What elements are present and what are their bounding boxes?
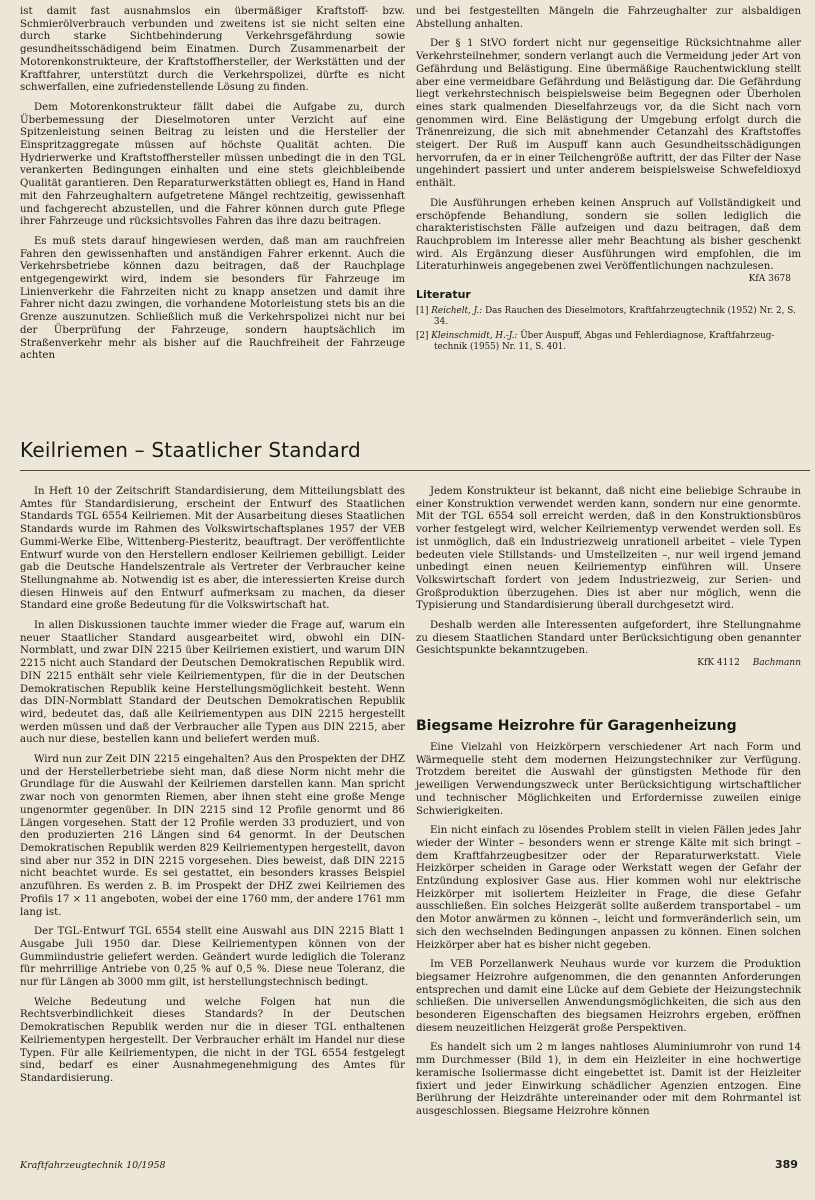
article-signature <box>416 274 801 284</box>
paragraph: Welche Bedeutung und welche Folgen hat nun die Rechtsverbindlichkeit dieses Standards? In der Deutschen Demokratischen Republik werden nur die in dieser TGL enthaltenen Keilriementypen hergestellt. Der Verbraucher erhält im Handel nur diese Typen. Für alle Keilriementypen, die nicht in der TGL 6554 festgelegt sind, bedarf es einer Ausnahmegenehmigung des Amtes für Standardisierung. <box>20 996 405 1084</box>
paragraph: Jedem Konstrukteur ist bekannt, daß nicht eine beliebige Schraube in einer Konstruktion verwendet werden kann, sondern nur eine genormte. Mit der TGL 6554 soll erreicht werden, daß in den Konstruktionsbüros vorher festgelegt wird, welcher Keilriementyp verwendet werden soll. Es ist unmöglich, daß ein Industriezweig unrationell arbeitet – viele Typen bedeuten viele Stillstands- und Umstellzeiten –, nur weil irgend jemand unbedingt einen neuen Keilriementyp einführen will. Unsere Volkswirtschaft fordert von jedem Industriezweig, zur Serien- und Großproduktion überzugehen. Dies ist aber nur möglich, wenn die Typisierung und Standardisierung überall durchgesetzt wird. <box>416 486 801 612</box>
keilriemen-right-column <box>416 486 801 668</box>
article-signature <box>416 658 801 668</box>
signature-code: KfK 4112 <box>697 658 740 669</box>
paragraph: Es muß stets darauf hingewiesen werden, daß man am rauchfreien Fahren den gewissenhaften und anständigen Fahrer erkennt. Auch die Verkehrsbetriebe können dazu beitragen, daß der Rauchplage entgegengewirkt wird, indem sie besonders für Fahrzeuge im Linienverkehr die Fahrzeiten nicht zu knapp ansetzen und damit ihre Fahrer nicht dazu zwingen, die vorhandene Motorleistung stets bis an die Grenze auszunutzen. Schließlich muß die Verkehrspolizei nicht nur bei der Überprüfung der Fahrzeuge, sondern hauptsächlich im Straßenverkehr mehr als bisher auf die Rauchfreiheit der Fahrzeuge achten <box>20 235 405 362</box>
paragraph: Es handelt sich um 2 m langes nahtloses Aluminiumrohr von rund 14 mm Durchmesser (Bild 1), in dem ein Heizleiter in eine hochwertige keramische Isoliermasse dicht eingebettet ist. Damit ist der Heizleiter fixiert und jeder Einwirkung schädlicher Agenzien entzogen. Eine Berührung der Heizdrähte untereinander oder mit dem Rohrmantel ist ausgeschlossen. Biegsame Heizrohre können <box>416 1042 801 1117</box>
paragraph: In Heft 10 der Zeitschrift Standardisierung, dem Mitteilungsblatt des Amtes für Standardisierung, erscheint der Entwurf des Staatlichen Standards TGL 6554 Keilriemen. Mit der Ausarbeitung dieses Staatlichen Standards wurde im Rahmen des Volkswirtschaftsplanes 1957 der VEB Gummi-Werke Elbe, Wittenberg-Piesteritz, beauftragt. Der veröffentlichte Entwurf wurde von den Herstellern endloser Keilriemen gebilligt. Leider gab die Deutsche Handelszentrale als Vertreter der Verbraucher keine Stellungnahme ab. Notwendig ist es aber, die interessierten Kreise durch diesen Hinweis auf den Entwurf aufmerksam zu machen, da dieser Standard eine große Bedeutung für die Volkswirtschaft hat. <box>20 486 405 612</box>
paragraph: Eine Vielzahl von Heizkörpern verschiedener Art nach Form und Wärmequelle steht dem modernen Heizungstechniker zur Verfügung. Trotzdem bereitet die Auswahl der günstigsten Methode für den jeweiligen Verwendungszweck unter Berücksichtigung wirtschaftlicher und technischer Möglichkeiten und Erfordernisse zuweilen einige Schwierigkeiten. <box>416 742 801 817</box>
reference-text: Über Auspuff, Abgas und Fehlerdiagnose, Kraftfahrzeugtechnik (1955) Nr. 11, S. 401. <box>434 331 775 353</box>
reference-text: Das Rauchen des Dieselmotors, Kraftfahrzeugtechnik (1952) Nr. 2, S. 34. <box>434 306 796 328</box>
continued-article-right-column <box>416 6 801 356</box>
paragraph: Dem Motorenkonstrukteur fällt dabei die Aufgabe zu, durch Überbemessung der Dieselmotoren unter Verzicht auf eine Spitzenleistung seinen Beitrag zu leisten und die Hersteller der Einspritzaggregate müssen auf höchste Qualität achten. Die Hydrierwerke und Kraftstoffhersteller müssen unbedingt die in den TGL verankerten Bedingungen einhalten und eine stets gleichbleibende Qualität garantieren. Den Reparaturwerkstätten obliegt es, Hand in Hand mit den Fahrzeughaltern aufgetretene Mängel rechtzeitig, gewissenhaft und fachgerecht abzustellen, und die Fahrer können durch gute Pflege ihrer Fahrzeuge und rücksichtsvolles Fahren das ihre dazu beitragen. <box>20 101 405 228</box>
article-title: Keilriemen – Staatlicher Standard <box>20 438 361 462</box>
paragraph: In allen Diskussionen tauchte immer wieder die Frage auf, warum ein neuer Staatlicher Standard ausgearbeitet wird, obwohl ein DIN-Normblatt, und zwar DIN 2215 über Keilriemen existiert, und warum DIN 2215 nicht auch Standard der Deutschen Demokratischen Republik wird. DIN 2215 enthält sehr viele Keilriementypen, für die in der Deutschen Demokratischen Republik keine Herstellungsmöglichkeit besteht. Wenn das DIN-Normblatt Standard der Deutschen Demokratischen Republik wird, bedeutet das, daß alle Keilriementypen aus DIN 2215 hergestellt werden müssen und daß der Verbraucher alle Typen aus DIN 2215, aber auch nur diese, bestellen kann und beliefert werden muß. <box>20 620 405 746</box>
paragraph: Der TGL-Entwurf TGL 6554 stellt eine Auswahl aus DIN 2215 Blatt 1 Ausgabe Juli 1950 dar. Diese Keilriementypen können von der Gummiindustrie geliefert werden. Geändert wurde lediglich die Toleranz für mehrrillige Antriebe von 0,25 % auf 0,5 %. Diese neue Toleranz, die nur für Längen ab 3000 mm gilt, ist herstellungstechnisch bedingt. <box>20 926 405 989</box>
title-divider <box>20 470 810 471</box>
reference-author: Kleinschmidt, H.-J.: <box>431 331 518 342</box>
reference-number: [1] <box>416 306 429 317</box>
reference-item <box>416 306 801 328</box>
reference-number: [2] <box>416 331 429 342</box>
reference-item <box>416 331 801 353</box>
paragraph: Die Ausführungen erheben keinen Anspruch auf Vollständigkeit und erschöpfende Behandlung, sondern sie sollen lediglich die charakteristischsten Fälle aufzeigen und dazu beitragen, daß dem Rauchproblem im Interesse aller mehr Beachtung als bisher geschenkt wird. Als Ergänzung dieser Ausführungen wird empfohlen, die im Literaturhinweis angegebenen zwei Veröffentlichungen nachzulesen. <box>416 197 801 273</box>
paragraph: Wird nun zur Zeit DIN 2215 eingehalten? Aus den Prospekten der DHZ und der Herstellerbetriebe sieht man, daß diese Norm nicht mehr die Grundlage für die Auswahl der Keilriemen darstellen kann. Man spricht zwar noch von genormten Riemen, aber ihnen steht eine große Menge ungenormter gegenüber. In DIN 2215 sind 12 Profile genormt und 86 Längen vorgesehen. Statt der 12 Profile werden 33 produziert, und von den produzierten 216 Längen sind 64 genormt. In der Deutschen Demokratischen Republik werden 829 Keilriementypen hergestellt, davon sind aber nur 352 in DIN 2215 vorgesehen. Dies beweist, daß DIN 2215 nicht beachtet wurde. Es sei gestattet, ein besonders krasses Beispiel anzuführen. Es werden z. B. im Prospekt der DHZ zwei Keilriemen des Profils 17 × 11 angeboten, wobei der eine 1760 mm, der andere 1761 mm lang ist. <box>20 754 405 918</box>
literature-heading: Literatur <box>416 288 471 302</box>
signature-code: KfA 3678 <box>748 274 791 285</box>
article-subtitle: Biegsame Heizrohre für Garagenheizung <box>416 718 737 734</box>
paragraph: ist damit fast ausnahmslos ein übermäßiger Kraftstoff- bzw. Schmierölverbrauch verbunden und zweitens ist sie nicht selten eine durch starke Sichtbehinderung Verkehrsgefährdung sowie gesundheitsschädigend beim Einatmen. Durch Zusammenarbeit der Motorenkonstrukteure, der Kraftstoffhersteller, der Werkstätten und der Kraftfahrer, unterstützt durch die Verkehrspolizei, dürfte es nicht schwerfallen, eine zufriedenstellende Lösung zu finden. <box>20 6 405 94</box>
paragraph: und bei festgestellten Mängeln die Fahrzeughalter zur alsbaldigen Abstellung anhalten. <box>416 6 801 30</box>
journal-footer: Kraftfahrzeugtechnik 10/1958 <box>20 1160 166 1171</box>
author-name: Bachmann <box>752 658 801 669</box>
reference-author: Reichelt, J.: <box>431 306 483 317</box>
paragraph: Ein nicht einfach zu lösendes Problem stellt in vielen Fällen jedes Jahr wieder der Winter – besonders wenn er strenge Kälte mit sich bringt – dem Kraftfahrzeugbesitzer oder der Reparaturwerkstatt. Viele Heizkörper scheiden in Garage oder Werkstatt wegen der Gefahr der Entzündung explosiver Gase aus. Hier kommen wohl nur elektrische Heizkörper mit isoliertem Heizleiter in Frage, die diese Gefahr ausschließen. Ein solches Heizgerät sollte außerdem transportabel – um den Motor anwärmen zu können –, leicht und formveränderlich sein, um sich den wechselnden Bedingungen anpassen zu können. Einen solchen Heizkörper aber hat es bisher nicht gegeben. <box>416 825 801 951</box>
page-number: 389 <box>775 1158 798 1171</box>
paragraph: Deshalb werden alle Interessenten aufgefordert, ihre Stellungnahme zu diesem Staatlichen Standard unter Berücksichtigung oben genannter Gesichtspunkte bekanntzugeben. <box>416 620 801 657</box>
continued-article-left-column <box>20 6 405 363</box>
paragraph: Im VEB Porzellanwerk Neuhaus wurde vor kurzem die Produktion biegsamer Heizrohre aufgenommen, die den genannten Anforderungen entsprechen und damit eine Lücke auf dem Gebiete der Heizungstechnik schließen. Die universellen Anwendungsmöglichkeiten, die sich aus den besonderen Eigenschaften des biegsamen Heizrohrs ergeben, eröffnen diesem neuzeitlichen Heizgerät große Perspektiven. <box>416 959 801 1034</box>
heizrohre-article <box>416 718 801 1119</box>
keilriemen-left-column <box>20 486 405 1086</box>
paragraph: Der § 1 StVO fordert nicht nur gegenseitige Rücksichtnahme aller Verkehrsteilnehmer, sondern verlangt auch die Vermeidung jeder Art von Gefährdung und Belästigung. Eine übermäßige Rauchentwicklung stellt aber eine vermeidbare Gefährdung und Belästigung dar. Die Gefährdung liegt verkehrstechnisch beispielsweise beim Begegnen oder Überholen eines stark qualmenden Dieselfahrzeugs vor, da die Sicht nach vorn genommen wird. Eine Belästigung der Umgebung erfolgt durch die Tränenreizung, die sich mit abnehmender Cetanzahl des Kraftstoffes steigert. Der Ruß im Auspuff kann auch Gesundheitsschädigungen hervorrufen, da er in einer Teilchengröße auftritt, der das Filter der Nase ungehindert passiert und unter anderem beispielsweise Schwefeldioxyd enthält. <box>416 38 801 190</box>
